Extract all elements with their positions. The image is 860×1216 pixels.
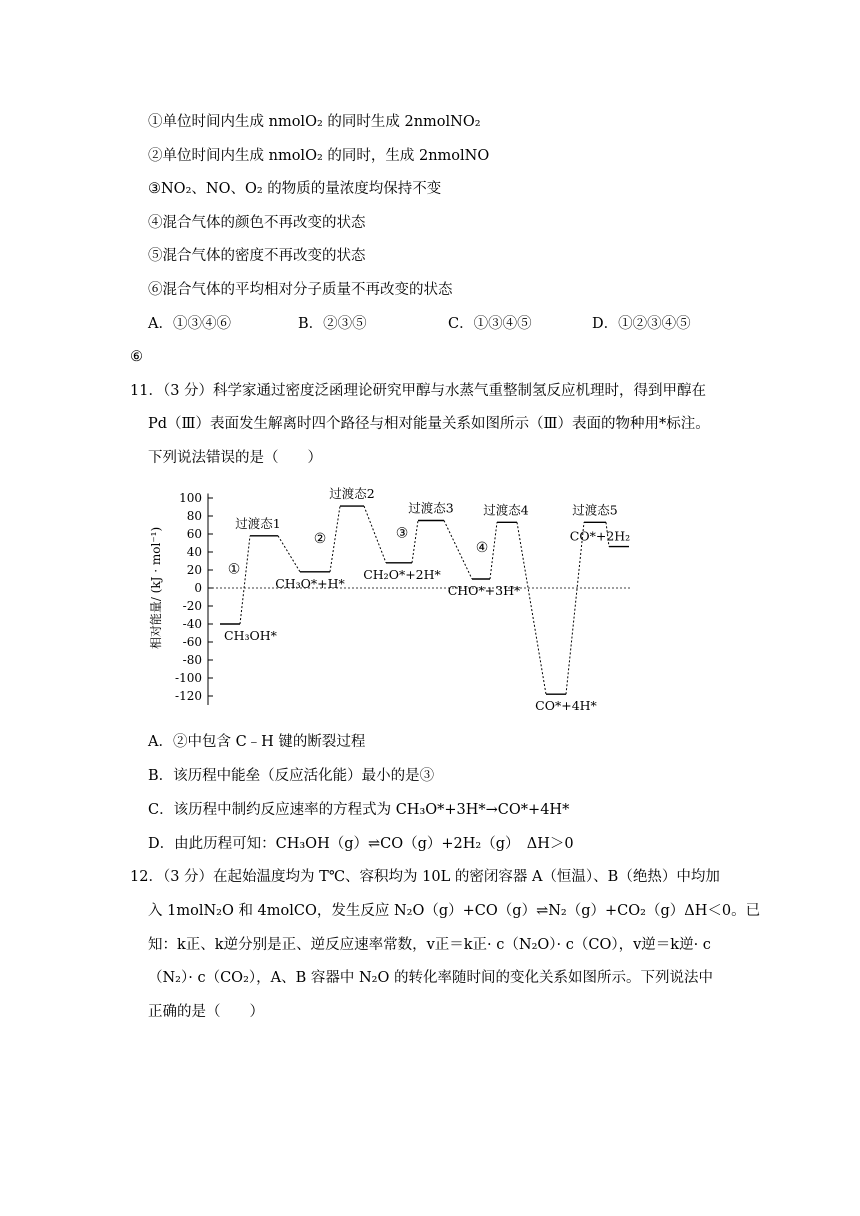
y-tick-label: -120 (175, 689, 202, 703)
transition-connector (330, 506, 340, 572)
q12-line-5: 正确的是（ ） (148, 1004, 264, 1020)
q11-option-d: D．由此历程可知：CH₃OH（g）⇌CO（g）+2H₂（g） ΔH＞0 (148, 836, 574, 852)
q10-option-c: C．①③④⑤ (448, 316, 532, 332)
transition-connector (240, 536, 250, 624)
species-label: CH₂O*+2H* (363, 566, 441, 582)
q11-stem-line-1: 11．（3 分）科学家通过密度泛函理论研究甲醇与水蒸气重整制氢反应机理时，得到甲醇在 (130, 383, 707, 399)
q10-option-d-wrap: ⑥ (130, 349, 143, 365)
y-axis (175, 491, 213, 705)
q10-option-a: A．①③④⑥ (148, 316, 231, 332)
q11-option-b: B．该历程中能垒（反应活化能）最小的是③ (148, 768, 435, 784)
species-label: CH₃OH* (224, 628, 277, 643)
step-label: ④ (475, 540, 489, 556)
q10-item-1: ①单位时间内生成 nmolO₂ 的同时生成 2nmolNO₂ (148, 114, 481, 130)
q10-item-4: ④混合气体的颜色不再改变的状态 (148, 215, 366, 231)
step-label: ② (313, 531, 327, 547)
q10-option-b: B．②③⑤ (298, 316, 367, 332)
q10-item-6: ⑥混合气体的平均相对分子质量不再改变的状态 (148, 282, 453, 298)
transition-connector (364, 506, 386, 563)
y-axis-label: 相对能量/ (kJ · mol⁻¹) (149, 526, 163, 650)
energy-profile-chart (140, 480, 650, 720)
species-label: 过渡态4 (483, 502, 529, 518)
species-label: CHO*+3H* (447, 583, 521, 598)
y-tick-label: 40 (186, 545, 202, 559)
energy-profile (220, 506, 629, 694)
species-label: 过渡态3 (408, 500, 454, 516)
q10-item-5: ⑤混合气体的密度不再改变的状态 (148, 248, 366, 264)
q10-item-2: ②单位时间内生成 nmolO₂ 的同时，生成 2nmolNO (148, 148, 490, 164)
species-label: 过渡态5 (572, 502, 618, 518)
y-tick-label: -60 (182, 635, 202, 649)
y-tick-label: -20 (182, 599, 202, 613)
step-label: ③ (395, 525, 409, 542)
transition-connector (490, 522, 497, 579)
y-tick-label: -100 (175, 671, 202, 685)
y-tick-label: -40 (182, 617, 202, 631)
y-tick-label: 80 (186, 509, 202, 523)
q11-option-c: C．该历程中制约反应速率的方程式为 CH₃O*+3H*→CO*+4H* (148, 802, 570, 818)
step-label: ① (227, 561, 241, 578)
q11-option-a: A．②中包含 C﹣H 键的断裂过程 (148, 734, 366, 750)
q12-line-2: 入 1molN₂O 和 4molCO，发生反应 N₂O（g）+CO（g）⇌N₂（g）+CO₂（g）ΔH＜0。已 (148, 903, 761, 919)
y-tick-label: 0 (194, 581, 202, 595)
q10-item-3: ③NO₂、NO、O₂ 的物质的量浓度均保持不变 (148, 181, 442, 197)
species-label: 过渡态2 (329, 486, 375, 502)
transition-connector (566, 522, 584, 694)
y-tick-label: 100 (179, 491, 202, 505)
q12-line-1: 12．（3 分）在起始温度均为 T℃、容积均为 10L 的密闭容器 A（恒温）、B（绝热）中均加 (130, 869, 720, 885)
q11-stem-line-2: Pd（Ⅲ）表面发生解离时四个路径与相对能量关系如图所示（Ⅲ）表面的物种用*标注。 (148, 416, 710, 432)
q10-option-d: D．①②③④⑤ (592, 316, 691, 332)
species-label: CO*+4H* (535, 698, 597, 714)
y-tick-label: 20 (186, 563, 202, 577)
transition-connector (412, 521, 418, 563)
q12-line-3: 知：k正、k逆分别是正、逆反应速率常数，v正＝k正· c（N₂O）· c（CO），v逆＝k逆· c (148, 937, 711, 953)
transition-connector (278, 536, 300, 572)
y-tick-label: -80 (182, 653, 202, 667)
species-label: 过渡态1 (235, 515, 281, 531)
species-label: CO*+2H₂ (569, 528, 631, 544)
transition-connector (517, 522, 546, 694)
q11-stem-line-3: 下列说法错误的是（ ） (148, 450, 322, 466)
q12-line-4: （N₂）· c（CO₂），A、B 容器中 N₂O 的转化率随时间的变化关系如图所示。下列说法中 (148, 970, 713, 986)
species-label: CH₃O*+H* (275, 575, 345, 591)
y-tick-label: 60 (186, 527, 202, 541)
transition-connector (444, 521, 472, 580)
